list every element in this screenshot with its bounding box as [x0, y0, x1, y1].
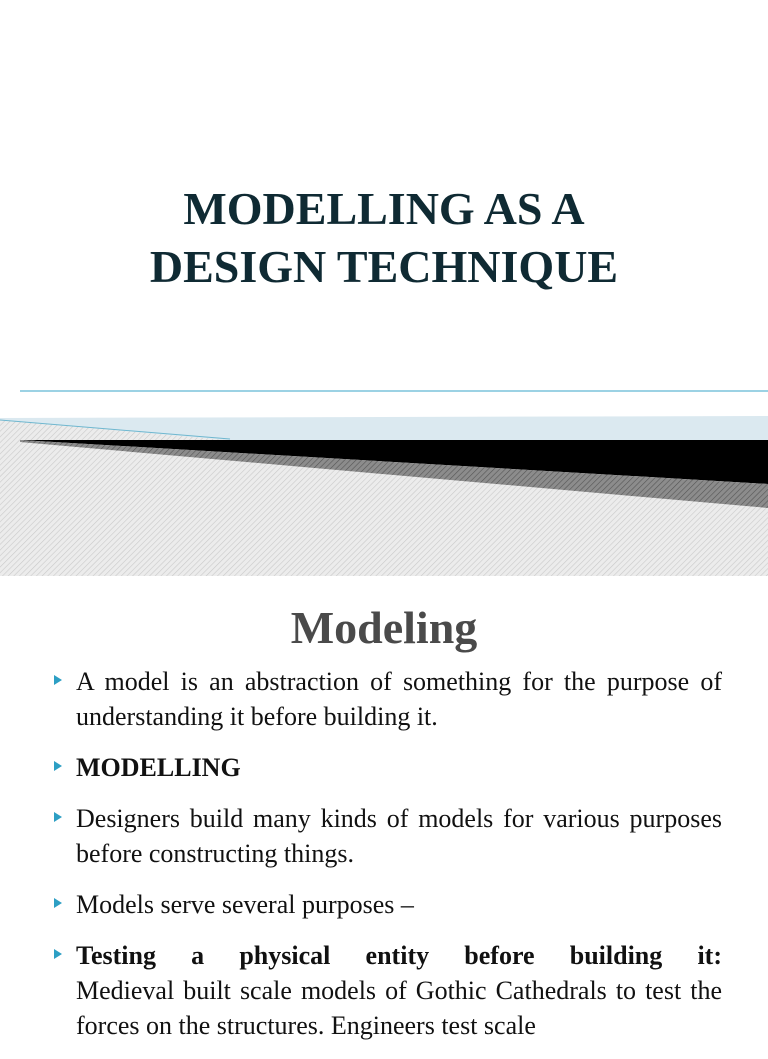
bullet-item	[76, 938, 722, 1043]
bullet-list	[0, 664, 768, 1059]
bullet-arrow-icon	[54, 675, 62, 685]
bullet-item	[76, 664, 722, 734]
bullet-item	[76, 750, 722, 785]
slide-title	[0, 180, 768, 296]
bullet-arrow-icon	[54, 898, 62, 908]
slide-heading: Modeling	[290, 602, 478, 653]
bullet-arrow-icon	[54, 949, 62, 959]
bullet-bold-lead: Testing a physical entity before building it:	[76, 941, 722, 970]
slide-title-line-2: DESIGN TECHNIQUE	[149, 241, 619, 292]
decorative-bands	[0, 380, 768, 576]
bullet-arrow-icon	[54, 812, 62, 822]
bullet-text: Designers build many kinds of models for various purposes before constructing things.	[76, 804, 722, 868]
bullet-item	[76, 887, 722, 922]
slide-title-line-1: MODELLING AS A	[183, 183, 585, 234]
bullet-text: Models serve several purposes –	[76, 890, 414, 919]
bullet-item	[76, 801, 722, 871]
content-slide	[0, 576, 768, 1040]
bullet-arrow-icon	[54, 761, 62, 771]
bullet-text: A model is an abstraction of something for the purpose of understanding it before building it.	[76, 667, 722, 731]
bullet-text: Medieval built scale models of Gothic Cathedrals to test the forces on the structures. Engineers test scale	[76, 976, 722, 1040]
bullet-text: MODELLING	[76, 753, 241, 782]
